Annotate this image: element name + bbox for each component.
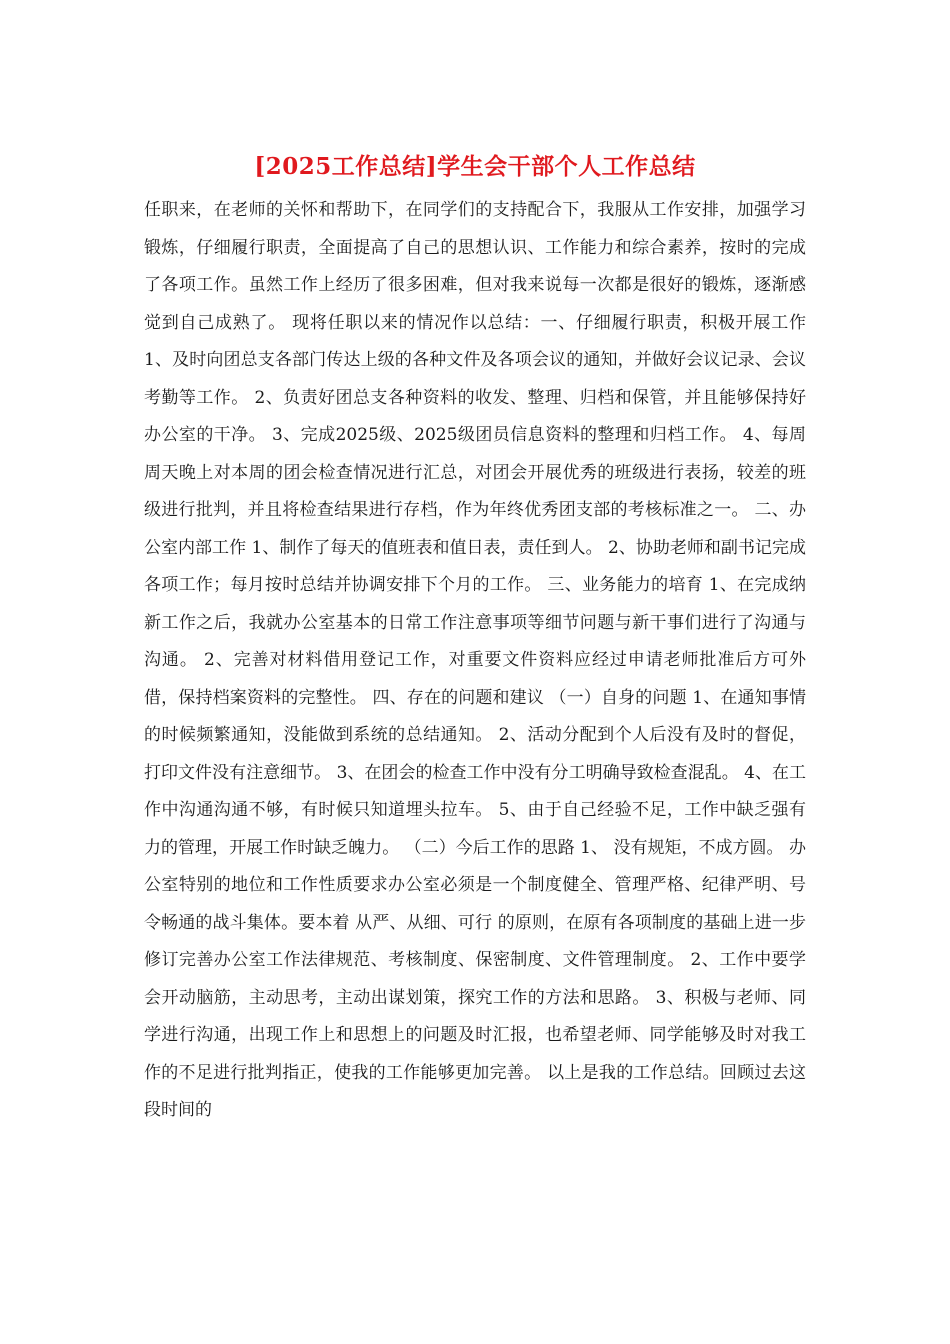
document-body: 任职来，在老师的关怀和帮助下，在同学们的支持配合下，我服从工作安排，加强学习锻炼，仔细履行职责，全面提高了自己的思想认识、工作能力和综合素养，按时的完成了各项工作。虽然工作上经历了很多困难，但对我来说每一次都是很好的锻炼，逐渐感觉到自己成熟了。 现将任职以来的情况作以总结：一、仔细履行职责，积极开展工作 1、及时向团总支各部门传达上级的各种文件及各项会议的通知，并做好会议记录、会议考勤等工作。 2、负责好团总支各种资料的收发、整理、归档和保管，并且能够保持好办公室的干净。 3、完成2025级、2025级团员信息资料的整理和归档工作。 4、每周周天晚上对本周的团会检查情况进行汇总，对团会开展优秀的班级进行表扬，较差的班级进行批判，并且将检查结果进行存档，作为年终优秀团支部的考核标准之一。 二、办公室内部工作 1、制作了每天的值班表和值日表，责任到人。 2、协助老师和副书记完成各项工作；每月按时总结并协调安排下个月的工作。 三、业务能力的培育 1、在完成纳新工作之后，我就办公室基本的日常工作注意事项等细节问题与新干事们进行了沟通与沟通。 2、完善对材料借用登记工作，对重要文件资料应经过申请老师批准后方可外借，保持档案资料的完整性。 四、存在的问题和建议 （一）自身的问题 1、在通知事情的时候频繁通知，没能做到系统的总结通知。 2、活动分配到个人后没有及时的督促，打印文件没有注意细节。 3、在团会的检查工作中没有分工明确导致检查混乱。 4、在工作中沟通沟通不够，有时候只知道埋头拉车。 5、由于自己经验不足，工作中缺乏强有力的管理，开展工作时缺乏魄力。 （二）今后工作的思路 1、 没有规矩，不成方圆。 办公室特别的地位和工作性质要求办公室必须是一个制度健全、管理严格、纪律严明、号令畅通的战斗集体。要本着 从严、从细、可行 的原则，在原有各项制度的基础上进一步修订完善办公室工作法律规范、考核制度、保密制度、文件管理制度。 2、工作中要学会开动脑筋，主动思考，主动出谋划策，探究工作的方法和思路。 3、积极与老师、同学进行沟通，出现工作上和思想上的问题及时汇报，也希望老师、同学能够及时对我工作的不足进行批判指正，使我的工作能够更加完善。 以上是我的工作总结。回顾过去这段时间的	[144, 200, 806, 1120]
document-title: [2025工作总结]学生会干部个人工作总结	[254, 153, 696, 180]
